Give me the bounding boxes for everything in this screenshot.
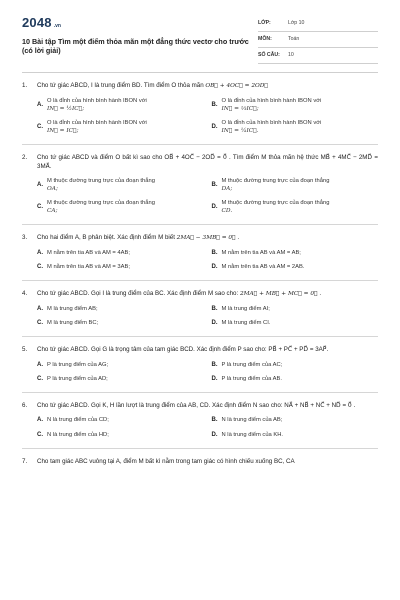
answer-option[interactable]: [37, 431, 204, 439]
option-text-line: M thuộc đường trung trực của đoạn thẳng: [221, 200, 330, 207]
answer-option[interactable]: [37, 305, 204, 313]
answer-option[interactable]: [212, 416, 379, 424]
brand-tld: .vn: [53, 23, 61, 29]
option-text: [47, 249, 204, 257]
answer-options: [37, 177, 378, 215]
option-text: [222, 249, 379, 257]
brand-logo[interactable]: [22, 14, 257, 32]
answer-option[interactable]: [212, 305, 379, 313]
question-stem: [22, 402, 378, 410]
question-text: [37, 154, 378, 171]
question-item: [22, 290, 378, 337]
option-text: [222, 199, 379, 215]
option-text-line: M thuộc đường trung trực của đoạn thẳng: [47, 200, 155, 207]
meta-key: LỚP:: [258, 19, 271, 26]
option-text: [47, 319, 204, 327]
option-text: [222, 119, 379, 135]
meta-row: [258, 32, 378, 48]
question-number: 5.: [22, 346, 28, 354]
question-text-content: Cho tứ giác ABCD. Gọi I là trung điểm của BC. Xác định điểm M sao cho:: [37, 290, 239, 298]
option-text: [47, 305, 204, 313]
question-text: [37, 458, 378, 466]
option-text: [47, 263, 204, 271]
question-stem: [22, 458, 378, 466]
meta-key: SỐ CÂU:: [258, 51, 280, 58]
option-text-line: O là đỉnh của hình bình hành IBON với: [221, 97, 322, 104]
option-text-line: N là trung điểm của KH.: [221, 431, 284, 438]
option-formula: IN⃗ = ⅓IC⃗;: [221, 105, 259, 112]
option-text: [47, 416, 204, 424]
option-letter: C.: [37, 204, 43, 211]
meta-table: [258, 16, 378, 64]
question-text: [37, 346, 378, 354]
question-stem: [22, 346, 378, 354]
question-divider: [22, 280, 378, 281]
answer-options: [37, 97, 378, 135]
option-letter: D.: [211, 320, 218, 327]
option-letter: C.: [37, 264, 43, 271]
option-text-line: M nằm trên tia AB và AM = 4AB;: [47, 250, 130, 257]
option-text: [222, 431, 379, 439]
option-formula: DA;: [221, 186, 233, 193]
option-letter: C.: [37, 431, 43, 438]
option-text-line: M nằm trên tia AB và AM = AB;: [221, 250, 301, 257]
question-item: [22, 402, 378, 449]
answer-option[interactable]: [212, 249, 379, 257]
answer-option[interactable]: [212, 375, 379, 383]
question-text-content: Cho hai điểm A, B phân biệt. Xác định điểm M biết: [37, 234, 175, 242]
question-stem: [22, 154, 378, 171]
meta-value: Toán: [288, 35, 300, 42]
answer-option[interactable]: [212, 319, 379, 327]
meta-row: [258, 48, 378, 64]
question-text-content: Cho tứ giác ABCD. Gọi G là trọng tâm của tam giác BCD. Xác định điểm P sao cho: PB⃗ + PC⃗ + PD⃗ = 3AP⃗.: [37, 346, 329, 354]
option-text-line: O là đỉnh của hình bình hành IBON với: [47, 120, 147, 127]
question-text: [37, 402, 378, 410]
answer-option[interactable]: [37, 319, 204, 327]
question-divider: [22, 224, 378, 225]
option-text: [47, 361, 204, 369]
option-text-line: O là đỉnh của hình bình hành IBON với: [47, 97, 147, 104]
option-text-line: M nằm trên tia AB và AM = 2AB.: [221, 264, 305, 271]
option-letter: D.: [211, 431, 218, 438]
option-letter: B.: [211, 417, 218, 424]
option-letter: A.: [37, 250, 43, 257]
option-text-line: M thuộc đường trung trực của đoạn thẳng: [47, 177, 155, 184]
option-text: [222, 97, 379, 113]
question-divider: [22, 392, 378, 393]
answer-option[interactable]: [212, 361, 379, 369]
option-text: [47, 97, 204, 113]
option-text-line: M thuộc đường trung trực của đoạn thẳng: [221, 177, 330, 184]
header-left: [22, 14, 257, 64]
option-letter: D.: [211, 124, 218, 131]
option-text: [222, 305, 379, 313]
question-text: [37, 82, 378, 91]
option-formula: IN⃗ = IC⃗;: [47, 128, 79, 135]
meta-row: [258, 16, 378, 32]
option-letter: D.: [211, 264, 218, 271]
answer-option[interactable]: [37, 375, 204, 383]
option-text: [222, 361, 379, 369]
answer-option[interactable]: [37, 416, 204, 424]
answer-option[interactable]: [37, 199, 204, 215]
answer-option[interactable]: [212, 97, 379, 113]
question-text-content: Cho tam giác ABC vuông tại A, điểm M bất kì nằm trong tam giác có hình chiếu xuống BC, CA: [37, 457, 295, 465]
question-text: [37, 234, 378, 243]
vector-equation: 2MA⃗ + MB⃗ + MC⃗ = 0⃗ .: [239, 291, 322, 298]
question-stem: [22, 82, 378, 91]
answer-options: [37, 361, 378, 383]
question-text-content: Cho tứ giác ABCD. Gọi K, H lần lượt là trung điểm của AB, CD. Xác định điểm N sao cho: NA⃗ + NB⃗ + NC⃗ + ND⃗ = 0⃗ .: [37, 402, 356, 410]
document-header: [22, 14, 378, 64]
question-number: 7.: [22, 457, 28, 465]
question-item: [22, 82, 378, 145]
question-number: 3.: [22, 234, 28, 242]
answer-option[interactable]: [212, 263, 379, 271]
brand-name: 2048: [22, 15, 52, 30]
question-stem: [22, 290, 378, 299]
question-item: [22, 154, 378, 225]
meta-value: Lớp 10: [288, 19, 305, 26]
answer-option[interactable]: [37, 361, 204, 369]
option-letter: D.: [211, 204, 218, 211]
option-text-line: O là đỉnh của hình bình hành IBON với: [221, 120, 322, 127]
option-letter: C.: [37, 320, 43, 327]
option-text-line: M là trung điểm AB;: [47, 306, 98, 313]
option-text: [222, 319, 379, 327]
option-letter: B.: [211, 361, 218, 368]
answer-option[interactable]: [37, 119, 204, 135]
option-letter: A.: [37, 306, 43, 313]
option-text: [222, 375, 379, 383]
question-number: 1.: [22, 82, 28, 89]
option-letter: C.: [37, 124, 43, 131]
question-divider: [22, 448, 378, 449]
option-text: [47, 119, 204, 135]
option-letter: A.: [37, 361, 43, 368]
answer-option[interactable]: [37, 177, 204, 193]
option-text: [222, 263, 379, 271]
option-letter: B.: [211, 306, 218, 313]
option-text: [47, 177, 204, 193]
question-list: [22, 82, 378, 466]
option-formula: OA;: [47, 186, 58, 193]
question-divider: [22, 336, 378, 337]
question-number: 2.: [22, 154, 28, 162]
question-item: [22, 234, 378, 281]
answer-options: [37, 249, 378, 271]
option-text-line: N là trung điểm của CD;: [47, 417, 109, 424]
answer-option[interactable]: [37, 263, 204, 271]
question-number: 4.: [22, 290, 28, 298]
question-text-content: Cho tứ giác ABCD và điểm O bất kì sao cho OB⃗ + 4OC⃗ − 2OD⃗ = 0⃗ . Tìm điểm M thỏa mãn hệ thức MB⃗ + 4MC⃗ − 2MD⃗ = 3MA⃗.: [37, 154, 378, 170]
meta-key: MÔN:: [258, 35, 272, 42]
option-text-line: M là trung điểm AI;: [221, 306, 270, 313]
option-text-line: M nằm trên tia AB và AM = 3AB;: [47, 264, 130, 271]
question-stem: [22, 234, 378, 243]
option-letter: A.: [37, 417, 43, 424]
option-formula: CD.: [221, 208, 233, 215]
option-formula: CA;: [47, 208, 58, 215]
option-text: [222, 416, 379, 424]
option-text-line: P là trung điểm của AC;: [221, 361, 283, 368]
header-divider: [22, 72, 378, 73]
option-letter: B.: [211, 182, 218, 189]
option-text: [47, 375, 204, 383]
option-text: [47, 199, 204, 215]
question-divider: [22, 144, 378, 145]
option-letter: B.: [211, 101, 218, 108]
question-item: [22, 346, 378, 393]
option-text-line: M là trung điểm BC;: [47, 320, 99, 327]
vector-equation: 2MA⃗ − 3MB⃗ = 0⃗ .: [176, 235, 240, 242]
answer-options: [37, 416, 378, 438]
answer-options: [37, 305, 378, 327]
answer-option[interactable]: [212, 431, 379, 439]
option-text-line: P là trung điểm của AG;: [47, 361, 109, 368]
answer-option[interactable]: [212, 199, 379, 215]
answer-option[interactable]: [212, 119, 379, 135]
option-letter: D.: [211, 375, 218, 382]
option-text-line: M là trung điểm CI.: [221, 320, 271, 327]
option-text: [47, 431, 204, 439]
question-text-content: Cho tứ giác ABCD, I là trung điểm BD. Tìm điểm O thỏa mãn: [37, 82, 204, 89]
option-formula: IN⃗ = ¼IC⃗.: [221, 128, 259, 135]
question-number: 6.: [22, 402, 28, 410]
option-letter: C.: [37, 375, 43, 382]
question-item: [22, 458, 378, 466]
option-formula: IN⃗ = ½IC⃗;: [47, 105, 85, 112]
option-text-line: N là trung điểm của AB;: [221, 417, 283, 424]
answer-option[interactable]: [37, 97, 204, 113]
document-title: 10 Bài tập Tìm một điểm thỏa mãn một đẳng thức vectơ cho trước (có lời giải): [22, 36, 249, 56]
option-letter: A.: [37, 182, 43, 189]
answer-option[interactable]: [212, 177, 379, 193]
meta-value: 10: [288, 51, 294, 58]
answer-option[interactable]: [37, 249, 204, 257]
option-letter: B.: [211, 250, 218, 257]
option-text-line: N là trung điểm của HD;: [47, 431, 109, 438]
option-text: [222, 177, 379, 193]
question-text: [37, 290, 378, 299]
option-letter: A.: [37, 101, 43, 108]
vector-equation: OB⃗ + 4OC⃗ = 2OD⃗: [205, 83, 268, 89]
option-text-line: P là trung điểm của AD;: [47, 375, 108, 382]
option-text-line: P là trung điểm của AB.: [221, 375, 282, 382]
